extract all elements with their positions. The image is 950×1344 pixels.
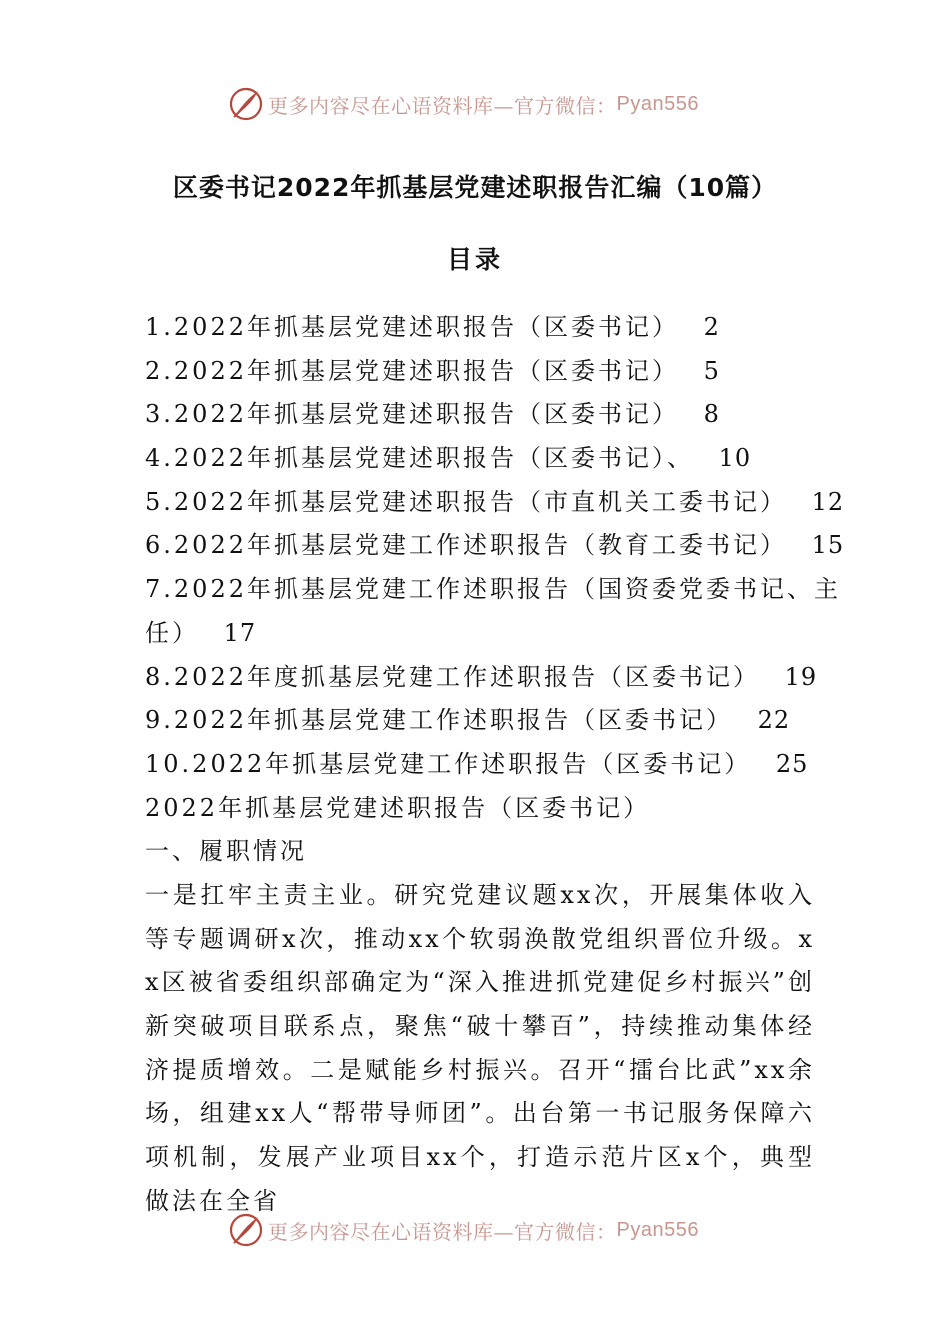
toc-entry-page: 19: [784, 662, 818, 691]
quill-logo-icon: [228, 86, 264, 122]
toc-entry-page: 8: [703, 400, 720, 429]
quill-logo-icon: [228, 1212, 264, 1248]
toc-entry: [145, 481, 845, 525]
toc-entry-page: 10: [718, 444, 752, 473]
toc-entry-page: 2: [703, 313, 720, 341]
toc-entry-text: 任）: [145, 618, 199, 647]
toc-entry: [145, 350, 815, 394]
document-title: 区委书记2022年抓基层党建述职报告汇编（10篇）: [172, 173, 778, 202]
header-watermark: [228, 84, 699, 124]
toc-entry-page: 17: [223, 618, 257, 647]
toc-entry-text: 6.2022年抓基层党建工作述职报告（教育工委书记）: [145, 531, 787, 560]
toc-entry: [145, 524, 845, 568]
toc-entry-page: 25: [775, 749, 809, 778]
toc-entry-text: 2.2022年抓基层党建述职报告（区委书记）: [145, 356, 679, 385]
watermark-wechat-id: Pyan556: [616, 92, 699, 115]
section-title: 2022年抓基层党建述职报告（区委书记）: [145, 793, 651, 822]
toc-entry-text: 5.2022年抓基层党建述职报告（市直机关工委书记）: [145, 487, 787, 516]
toc-entry-page: 5: [703, 356, 720, 385]
toc-heading: 目录: [446, 245, 503, 274]
toc-entry-text: 3.2022年抓基层党建述职报告（区委书记）: [145, 400, 679, 429]
watermark-text: 更多内容尽在心语资料库—官方微信：: [268, 1219, 617, 1244]
toc-entry-text: 4.2022年抓基层党建述职报告（区委书记）、: [145, 444, 694, 473]
document-body: [145, 306, 845, 1224]
toc-entry-page: 22: [757, 706, 791, 735]
toc-entry: [145, 306, 815, 350]
toc-entry-page: 15: [811, 531, 845, 560]
toc-entry-text: 9.2022年抓基层党建工作述职报告（区委书记）: [145, 706, 733, 735]
footer-watermark: [228, 1210, 699, 1250]
toc-entry: [145, 699, 815, 743]
subheading: 一、履职情况: [145, 837, 307, 866]
toc-entry-text: 10.2022年抓基层党建工作述职报告（区委书记）: [145, 749, 752, 778]
toc-entry: [145, 612, 815, 656]
watermark-text: 更多内容尽在心语资料库—官方微信：: [268, 93, 617, 118]
toc-entry-text: 1.2022年抓基层党建述职报告（区委书记）: [145, 313, 679, 341]
body-paragraph: 一是扛牢主责主业。研究党建议题xx次，开展集体收入等专题调研x次，推动xx个软弱涣散党组织晋位升级。xx区被省委组织部确定为“深入推进抓党建促乡村振兴”创新突破项目联系点，聚焦“破十攀百”，持续推动集体经济提质增效。二是赋能乡村振兴。召开“擂台比武”xx余场，组建xx人“帮带导师团”。出台第一书记服务保障六项机制，发展产业项目xx个，打造示范片区x个，典型做法在全省: [145, 880, 815, 1215]
toc-entry-text: 8.2022年度抓基层党建工作述职报告（区委书记）: [145, 662, 760, 691]
toc-entry: [145, 568, 841, 612]
toc-entry: [145, 656, 818, 700]
toc-entry-text: 7.2022年抓基层党建工作述职报告（国资委党委书记、主: [145, 575, 841, 604]
toc-entry: [145, 437, 815, 481]
watermark-wechat-id: Pyan556: [616, 1218, 699, 1241]
toc-entry: [145, 393, 815, 437]
toc-entry-page: 12: [811, 487, 845, 516]
toc-entry: [145, 743, 815, 787]
